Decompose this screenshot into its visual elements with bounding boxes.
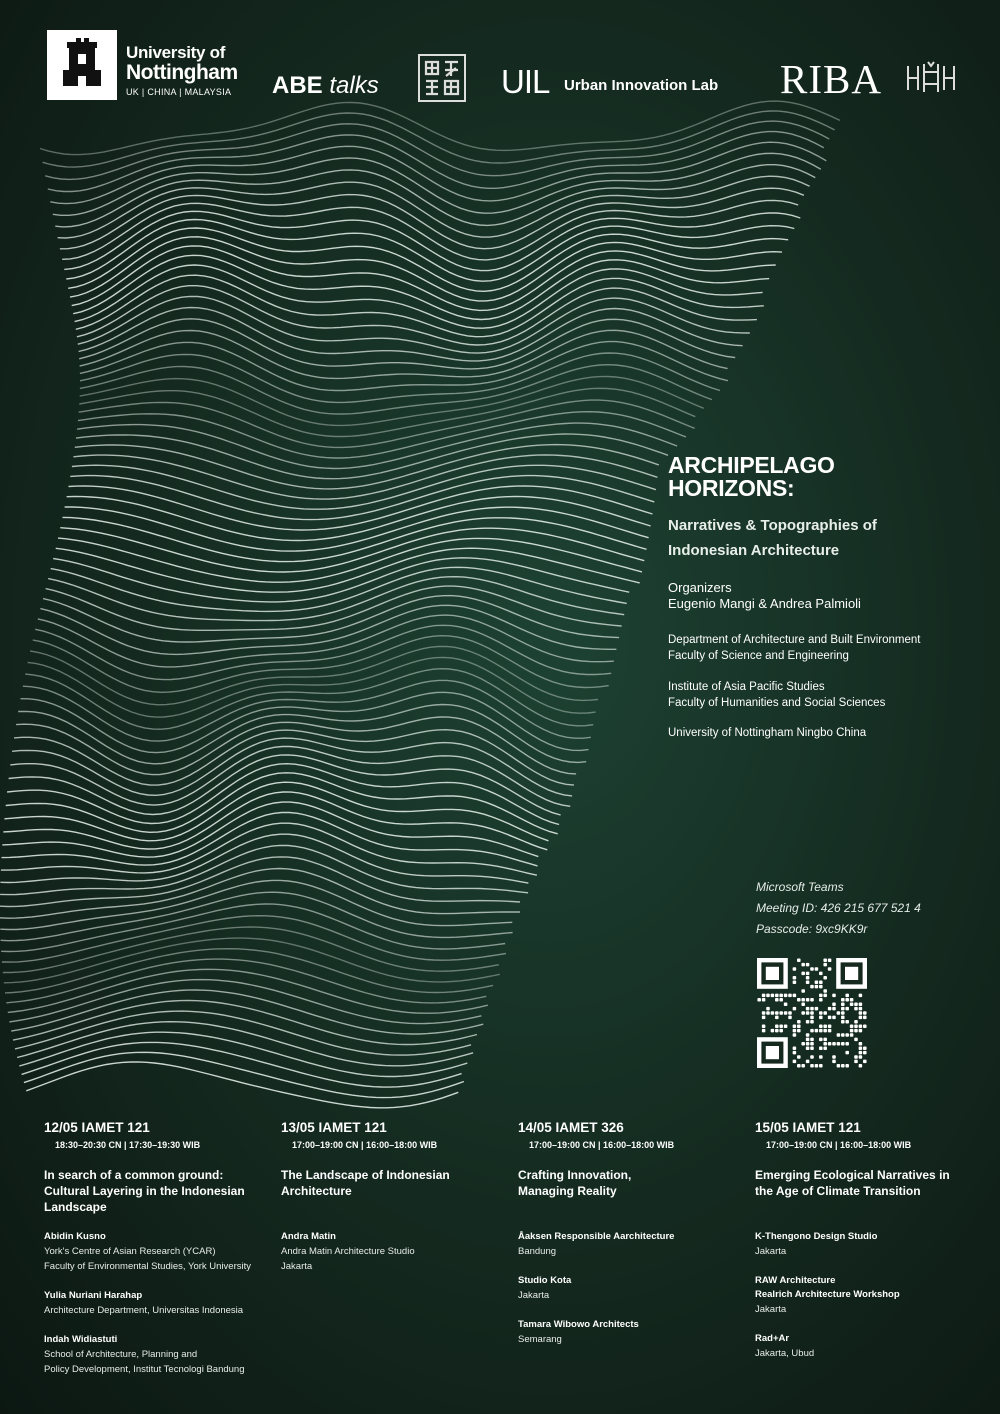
session-date: 13/05 IAMET 121 xyxy=(281,1120,387,1135)
castle-icon xyxy=(47,30,117,100)
session-title: The Landscape of Indonesian Architecture xyxy=(281,1168,450,1198)
urban-innovation-lab-label: Urban Innovation Lab xyxy=(564,77,719,94)
speaker-affiliation: Jakarta xyxy=(755,1246,787,1257)
session-title: Emerging Ecological Narratives in the Age of Climate Transition xyxy=(755,1168,950,1198)
speaker-affiliation: Andra Matin Architecture Studio xyxy=(281,1246,415,1257)
speaker-list xyxy=(518,1230,754,1347)
speaker-affiliation: Bandung xyxy=(518,1246,557,1257)
speaker-name: Rad+Ar xyxy=(755,1333,790,1344)
session-date: 14/05 IAMET 326 xyxy=(518,1120,624,1135)
meeting-id: Meeting ID: 426 215 677 521 4 xyxy=(756,901,921,915)
department-1-line1: Department of Architecture and Built Environment xyxy=(668,634,921,646)
speaker-name: Abidin Kusno xyxy=(44,1231,106,1242)
wave-line xyxy=(24,1052,464,1097)
speaker-list xyxy=(755,1230,991,1361)
wave-line xyxy=(79,319,735,369)
speaker-affiliation: Jakarta xyxy=(518,1290,550,1301)
department-3 xyxy=(668,725,866,741)
session-time: 18:30–20:30 CN | 17:30–19:30 WIB xyxy=(55,1140,201,1150)
session-column-3 xyxy=(518,1120,754,1362)
wave-line xyxy=(77,423,677,468)
speaker-name: Studio Kota xyxy=(518,1275,572,1286)
department-1-line2: Faculty of Science and Engineering xyxy=(668,650,849,662)
department-2-line2: Faculty of Humanities and Social Sciences xyxy=(668,697,886,709)
wave-line xyxy=(76,434,668,479)
speaker-name: Andra Matin xyxy=(281,1231,336,1242)
speaker-item xyxy=(44,1230,280,1274)
wave-line xyxy=(76,275,764,337)
wave-line xyxy=(79,308,743,361)
abe-label: ABE xyxy=(272,72,323,99)
organizers-label: Organizers xyxy=(668,580,732,595)
wave-line xyxy=(56,548,640,592)
session-column-4 xyxy=(755,1120,991,1376)
speaker-affiliation: Semarang xyxy=(518,1334,562,1345)
speaker-name: RAW Architecture xyxy=(755,1275,836,1286)
speaker-list xyxy=(281,1230,517,1274)
speaker-list xyxy=(44,1230,280,1377)
qr-code[interactable] xyxy=(757,958,867,1068)
speaker-affiliation: York's Centre of Asian Research (YCAR) xyxy=(44,1246,216,1257)
riba-crest-icon xyxy=(904,60,958,96)
university-of-nottingham-logo xyxy=(47,30,117,100)
speaker-affiliation: Architecture Department, Universitas Indonesia xyxy=(44,1305,244,1316)
speaker-affiliation: Faculty of Environmental Studies, York University xyxy=(44,1261,251,1272)
title-line2: HORIZONS: xyxy=(668,475,795,501)
speaker-name: Åaksen Responsible Aarchitecture xyxy=(518,1231,675,1242)
session-time: 17:00–19:00 CN | 16:00–18:00 WIB xyxy=(292,1140,438,1150)
wave-line xyxy=(16,717,576,775)
speaker-item xyxy=(518,1230,754,1259)
uon-line2: Nottingham xyxy=(126,61,238,84)
speaker-affiliation: Policy Development, Institut Tecnologi Bandung xyxy=(44,1364,245,1375)
wave-line xyxy=(4,782,548,841)
department-2 xyxy=(668,679,885,711)
speaker-item xyxy=(755,1332,991,1361)
uon-campuses: UK | CHINA | MALAYSIA xyxy=(126,87,232,97)
department-3-line1: University of Nottingham Ningbo China xyxy=(668,727,867,739)
department-2-line1: Institute of Asia Pacific Studies xyxy=(668,681,825,693)
session-date: 12/05 IAMET 121 xyxy=(44,1120,150,1135)
riba-logo: RIBA xyxy=(780,56,882,102)
session-title: In search of a common ground: Cultural Layering in the Indonesian Landscape xyxy=(44,1168,245,1214)
wave-line xyxy=(33,636,609,693)
speaker-name: K-Thengono Design Studio xyxy=(755,1231,878,1242)
subtitle-line1: Narratives & Topographies of xyxy=(668,517,877,534)
uil-mark: UIL xyxy=(501,63,550,100)
speaker-item xyxy=(44,1333,280,1377)
wave-line xyxy=(73,455,657,499)
wave-line xyxy=(48,132,824,192)
speaker-item xyxy=(281,1230,517,1274)
speaker-affiliation: Jakarta, Ubud xyxy=(755,1348,815,1359)
speaker-item xyxy=(44,1289,280,1318)
event-title xyxy=(668,454,835,500)
wave-line xyxy=(30,646,598,704)
speaker-affiliation: Jakarta xyxy=(281,1261,313,1272)
wave-line xyxy=(75,265,763,328)
wave-line xyxy=(11,990,483,1034)
session-column-2 xyxy=(281,1120,517,1289)
wave-line xyxy=(40,101,840,155)
organizers-names: Eugenio Mangi & Andrea Palmioli xyxy=(668,596,861,611)
wave-line xyxy=(77,286,757,345)
speaker-name: Yulia Nuriani Harahap xyxy=(44,1290,143,1301)
speaker-name: Tamara Wibowo Architects xyxy=(518,1319,639,1330)
speaker-affiliation: Jakarta xyxy=(755,1304,787,1315)
department-1 xyxy=(668,632,921,664)
wave-line xyxy=(5,949,493,993)
wave-line xyxy=(26,1062,458,1108)
speaker-name-secondary: Realrich Architecture Workshop xyxy=(755,1289,900,1300)
wave-line xyxy=(79,400,695,447)
talks-label: talks xyxy=(329,72,379,99)
speaker-name: Indah Widiastuti xyxy=(44,1334,118,1345)
speaker-affiliation: School of Architecture, Planning and xyxy=(44,1349,198,1360)
chinese-seal-logo xyxy=(418,54,466,102)
event-subtitle xyxy=(668,513,877,563)
session-date: 15/05 IAMET 121 xyxy=(755,1120,861,1135)
uon-line1: University of xyxy=(126,43,226,62)
meeting-platform: Microsoft Teams xyxy=(756,880,844,894)
title-line1: ARCHIPELAGO xyxy=(668,452,835,478)
wave-line xyxy=(69,486,653,530)
wave-line xyxy=(22,1042,462,1087)
session-time: 17:00–19:00 CN | 16:00–18:00 WIB xyxy=(529,1140,675,1150)
session-title: Crafting Innovation, Managing Reality xyxy=(518,1168,632,1198)
meeting-passcode: Passcode: 9xc9KK9r xyxy=(756,922,868,936)
session-time: 17:00–19:00 CN | 16:00–18:00 WIB xyxy=(766,1140,912,1150)
speaker-item xyxy=(518,1274,754,1303)
abe-talks-logo xyxy=(272,72,379,100)
session-column-1 xyxy=(44,1120,280,1392)
university-name xyxy=(126,44,238,97)
wave-line xyxy=(78,296,750,353)
wave-line xyxy=(75,445,659,489)
speaker-item xyxy=(755,1230,991,1259)
wave-line xyxy=(40,605,616,654)
speaker-item xyxy=(755,1274,991,1317)
wave-line xyxy=(25,669,593,730)
wave-line xyxy=(65,507,649,551)
subtitle-line2: Indonesian Architecture xyxy=(668,542,840,559)
speaker-item xyxy=(518,1318,754,1347)
